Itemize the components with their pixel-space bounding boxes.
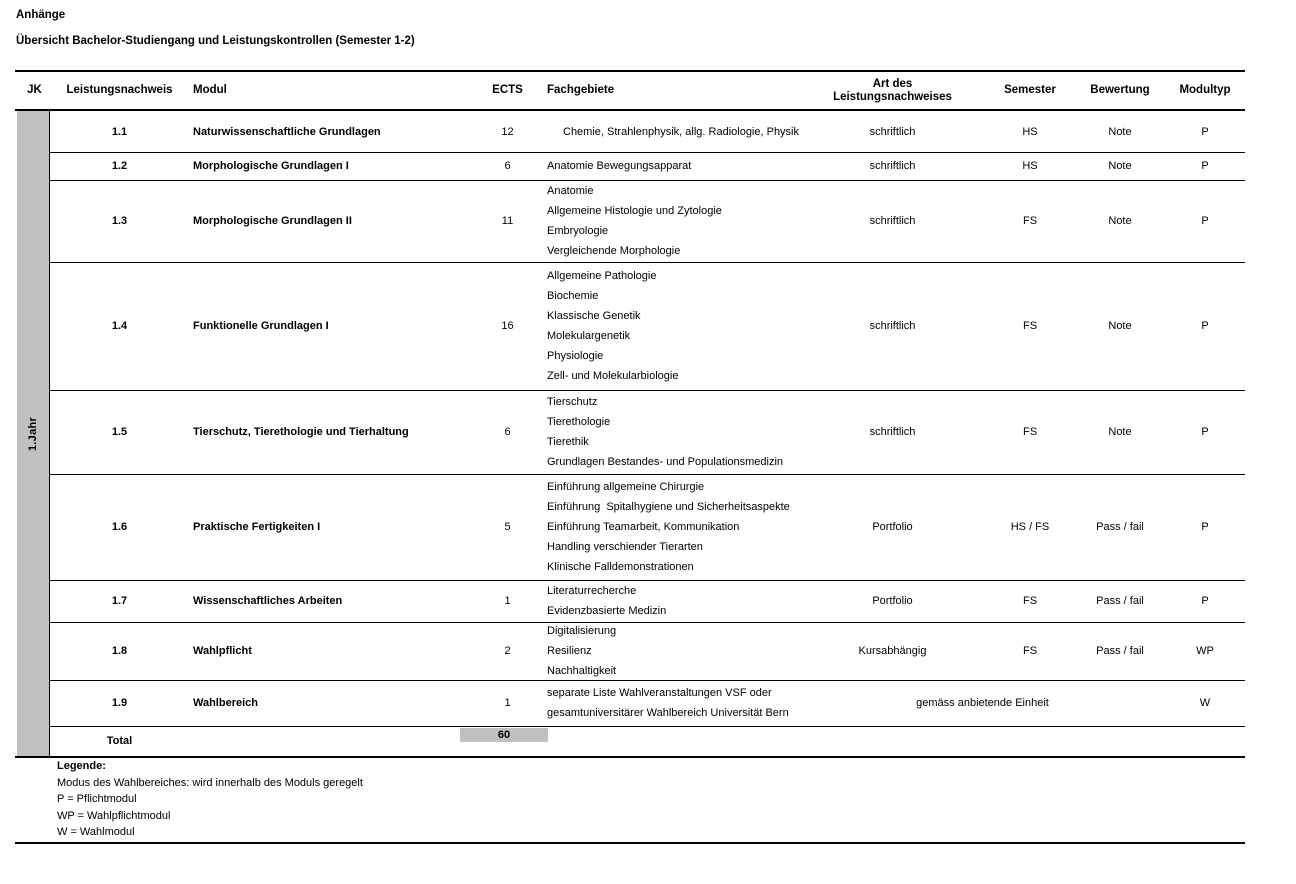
bewertung-value: Note [1108,125,1132,138]
col-header-art-des-leistungsnachweises: Art des Leistungsnachweises [833,77,952,103]
legend-title: Legende: [57,760,106,772]
modultyp-value: P [1201,595,1209,607]
leistungsnachweis-nr: 1.6 [111,521,128,533]
fachgebiete-list: Chemie, Strahlenphysik, allg. Radiologie, Physik [563,125,800,138]
fachgebiete-list: Anatomie Allgemeine Histologie und Zytologie Embryologie Vergleichende Morphologie [547,185,722,257]
ects-value: 2 [504,645,511,657]
ects-value: 5 [504,521,511,533]
modul-name: Wahlbereich [193,697,258,709]
modul-name: Tierschutz, Tierethologie und Tierhaltung [193,426,409,438]
modultyp-value: P [1201,521,1209,533]
art-value: schriftlich [869,125,916,138]
fachgebiete-list: Einführung allgemeine Chirurgie Einführung Spitalhygiene und Sicherheitsaspekte Einführung Teamarbeit, Kommunikation Handling verschiender Tierarten Klinische Falldemonstrationen [547,481,790,573]
bewertung-value: Note [1108,215,1132,227]
leistungsnachweis-nr: 1.5 [111,426,128,438]
modultyp-value: P [1201,215,1209,227]
legend [57,758,363,841]
modultyp-value: WP [1196,645,1214,657]
legend-lines: Modus des Wahlbereiches: wird innerhalb des Moduls geregelt P = Pflichtmodul WP = Wahlpflichtmodul W = Wahlmodul [57,776,363,838]
art-value: schriftlich [869,320,916,332]
art-value: Portfolio [872,595,913,607]
modul-name: Praktische Fertigkeiten I [193,521,321,533]
bewertung-value: Note [1108,426,1132,438]
leistungsnachweis-nr: 1.2 [111,160,128,172]
ects-value: 1 [504,595,511,607]
merged-art-semester-bewertung: gemäss anbietende Einheit [916,697,1049,709]
semester-value: FS [1022,215,1038,227]
semester-value: FS [1022,426,1038,438]
semester-value: HS [1022,125,1038,138]
art-value: Portfolio [872,521,913,533]
table-row-1-3 [15,180,1245,262]
modul-name: Funktionelle Grundlagen I [193,320,329,332]
semester-value: FS [1022,645,1038,657]
bewertung-value: Note [1108,160,1132,172]
jk-year-label: 1.Jahr [27,416,39,451]
leistungsnachweis-nr: 1.1 [111,125,128,138]
leistungsnachweis-nr: 1.4 [111,320,128,332]
legend-bottom-rule [15,842,1245,844]
col-header-fachgebiete: Fachgebiete [547,84,615,96]
art-value: schriftlich [869,215,916,227]
total-ects-value: 60 [460,728,548,742]
table-row-1-6 [15,474,1245,580]
fachgebiete-list: Tierschutz Tierethologie Tierethik Grundlagen Bestandes- und Populationsmedizin [547,396,784,468]
ects-value: 11 [501,215,514,227]
modul-name: Wahlpflicht [193,645,252,657]
semester-value: FS [1022,595,1038,607]
semester-value: FS [1022,320,1038,332]
ects-value: 1 [504,697,511,709]
ects-value: 6 [504,426,511,438]
modultyp-value: P [1201,160,1209,172]
art-value: Kursabhängig [858,645,927,657]
semester-value: HS / FS [1010,521,1050,533]
modultyp-value: P [1201,426,1209,438]
col-header-modultyp: Modultyp [1179,84,1231,96]
modultyp-value: P [1201,320,1209,332]
ects-value: 6 [504,160,511,172]
art-value: schriftlich [869,426,916,438]
leistungsnachweis-nr: 1.9 [111,697,128,709]
col-header-modul: Modul [193,84,227,96]
col-header-semester: Semester [1004,84,1056,96]
table-body [15,111,1245,756]
ects-value: 12 [501,125,514,138]
leistungsnachweis-nr: 1.7 [111,595,128,607]
bewertung-value: Pass / fail [1096,595,1144,607]
ects-value: 16 [501,320,514,332]
modul-name: Naturwissenschaftliche Grundlagen [193,125,381,138]
modultyp-value: W [1199,697,1211,709]
bewertung-value: Pass / fail [1096,521,1144,533]
course-table [15,70,1245,758]
leistungsnachweis-nr: 1.3 [111,215,128,227]
modultyp-value: P [1201,125,1209,138]
modul-name: Wissenschaftliches Arbeiten [193,595,343,607]
col-header-ects: ECTS [492,84,523,96]
modul-name: Morphologische Grundlagen II [193,215,352,227]
col-header-leistungsnachweis: Leistungsnachweis [66,84,173,96]
table-total-row [15,726,1245,756]
doc-heading: Anhänge [16,9,66,21]
fachgebiete-list: Digitalisierung Resilienz Nachhaltigkeit [547,625,617,677]
modul-name: Morphologische Grundlagen I [193,160,349,172]
table-row-1-8 [15,622,1245,680]
fachgebiete-list: Allgemeine Pathologie Biochemie Klassische Genetik Molekulargenetik Physiologie Zell- und Molekularbiologie [547,270,679,382]
jk-year-bar [17,111,50,756]
table-row-1-9 [15,680,1245,726]
table-row-1-5 [15,390,1245,474]
table-row-1-1 [15,111,1245,152]
table-header-row [15,72,1245,111]
leistungsnachweis-nr: 1.8 [111,645,128,657]
art-value: schriftlich [869,160,916,172]
col-header-jk: JK [27,84,42,96]
fachgebiete-list: Anatomie Bewegungsapparat [547,160,692,172]
fachgebiete-list: Literaturrecherche Evidenzbasierte Medizin [547,585,667,617]
table-row-1-4 [15,262,1245,390]
total-label: Total [106,735,133,747]
semester-value: HS [1022,160,1038,172]
doc-subheading: Übersicht Bachelor-Studiengang und Leistungskontrollen (Semester 1-2) [16,35,415,47]
table-row-1-2 [15,152,1245,180]
fachgebiete-list: separate Liste Wahlveranstaltungen VSF oder gesamtuniversitärer Wahlbereich Universität Bern [547,687,789,719]
bewertung-value: Note [1108,320,1132,332]
table-row-1-7 [15,580,1245,622]
bewertung-value: Pass / fail [1096,645,1144,657]
col-header-bewertung: Bewertung [1090,84,1150,96]
